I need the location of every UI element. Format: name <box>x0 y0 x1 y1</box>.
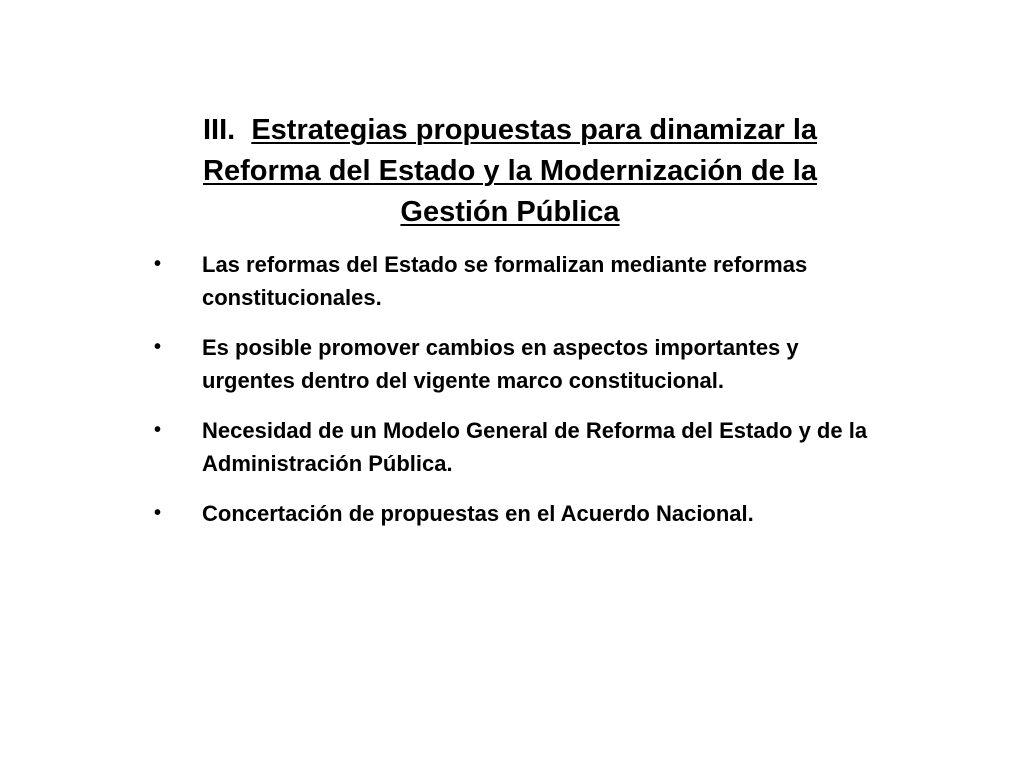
bullet-icon: • <box>154 502 162 524</box>
bullet-item <box>150 331 890 397</box>
bullet-text: Concertación de propuestas en el Acuerdo Nacional. <box>202 501 754 526</box>
bullet-text: Las reformas del Estado se formalizan mediante reformas constitucionales. <box>202 252 808 310</box>
bullet-icon: • <box>154 419 162 441</box>
bullet-text: Necesidad de un Modelo General de Reforma del Estado y de la Administración Pública. <box>202 418 868 476</box>
bullet-item <box>150 497 890 530</box>
bullet-list <box>150 248 890 547</box>
bullet-item <box>150 414 890 480</box>
bullet-item <box>150 248 890 314</box>
title-text: Estrategias propuestas para dinamizar la Reforma del Estado y la Modernización de la Gestión Pública <box>203 114 818 228</box>
slide-title <box>150 110 870 233</box>
bullet-icon: • <box>154 336 162 358</box>
bullet-text: Es posible promover cambios en aspectos importantes y urgentes dentro del vigente marco constitucional. <box>202 335 799 393</box>
bullet-icon: • <box>154 253 162 275</box>
title-numeral: III. <box>202 114 236 146</box>
